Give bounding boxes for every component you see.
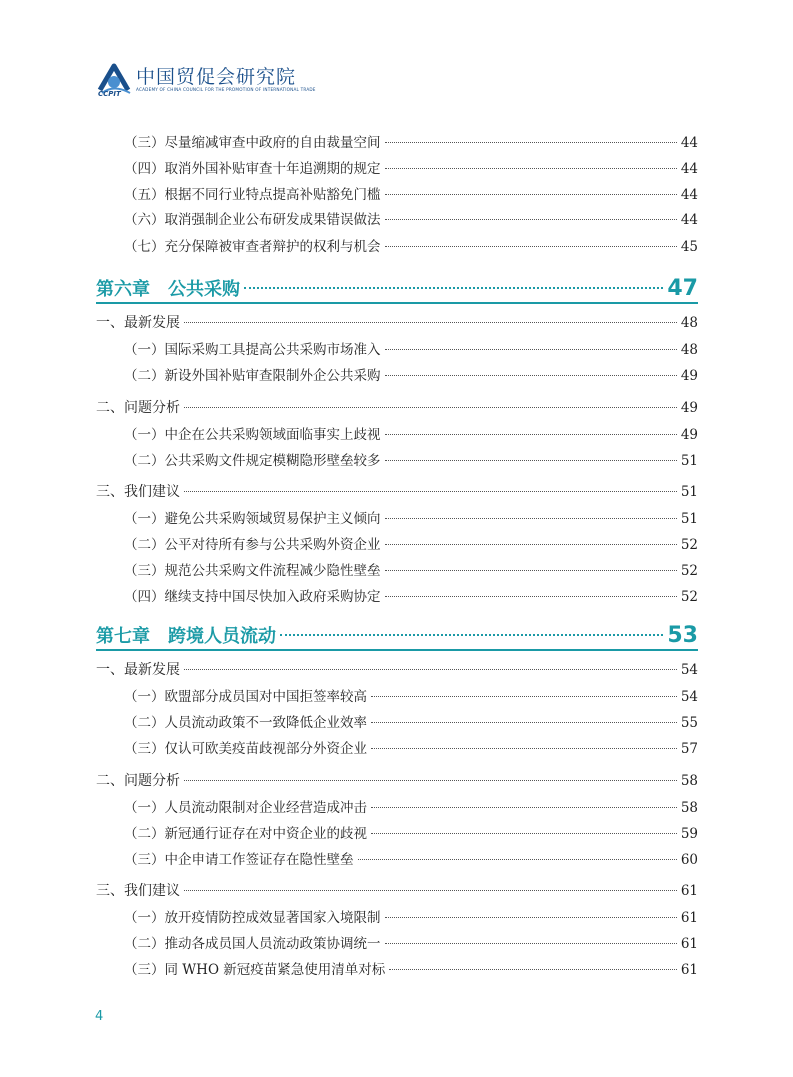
toc-page-number: 47 xyxy=(667,276,698,301)
toc-leader-dots xyxy=(385,246,677,247)
toc-page-number: 58 xyxy=(680,773,698,789)
toc-subsection-entry[interactable] xyxy=(96,906,698,926)
toc-entry-label: （二）新冠通行证存在对中资企业的歧视 xyxy=(124,826,367,842)
toc-section-entry[interactable] xyxy=(96,659,698,679)
toc-page-number: 61 xyxy=(680,910,698,926)
toc-page-number: 52 xyxy=(680,537,698,553)
toc-page-number: 45 xyxy=(680,239,698,255)
toc-entry-label: （三）规范公共采购文件流程减少隐性壁垒 xyxy=(124,563,381,579)
toc-leader-dots xyxy=(280,634,663,636)
toc-page-number: 49 xyxy=(680,400,698,416)
toc-subsection-entry[interactable] xyxy=(96,559,698,579)
toc-page-number: 44 xyxy=(680,161,698,177)
toc-subsection-entry[interactable] xyxy=(96,796,698,816)
toc-leader-dots xyxy=(184,669,677,670)
toc-entry-label: （二）公平对待所有参与公共采购外资企业 xyxy=(124,537,381,553)
toc-page-number: 49 xyxy=(680,427,698,443)
toc-section-entry[interactable] xyxy=(96,397,698,417)
toc-entry-label: （三）同 WHO 新冠疫苗紧急使用清单对标 xyxy=(124,962,386,978)
toc-leader-dots xyxy=(371,748,677,749)
toc-subsection-entry[interactable] xyxy=(96,822,698,842)
toc-leader-dots xyxy=(371,833,677,834)
page-header xyxy=(96,60,336,100)
toc-leader-dots xyxy=(385,544,677,545)
toc-entry-label: 一、最新发展 xyxy=(96,662,180,678)
toc-subsection-entry[interactable] xyxy=(96,449,698,469)
toc-subsection-entry[interactable] xyxy=(96,131,698,151)
toc-leader-dots xyxy=(184,322,677,323)
toc-entry-label: （二）新设外国补贴审查限制外企公共采购 xyxy=(124,368,381,384)
toc-leader-dots xyxy=(389,969,677,970)
toc-page-number: 57 xyxy=(680,741,698,757)
toc-subsection-entry[interactable] xyxy=(96,533,698,553)
toc-page-number: 61 xyxy=(680,936,698,952)
toc-leader-dots xyxy=(385,570,677,571)
toc-subsection-entry[interactable] xyxy=(96,208,698,228)
toc-subsection-entry[interactable] xyxy=(96,423,698,443)
toc-subsection-entry[interactable] xyxy=(96,711,698,731)
toc-page-number: 49 xyxy=(680,368,698,384)
toc-subsection-entry[interactable] xyxy=(96,507,698,527)
toc-leader-dots xyxy=(184,780,677,781)
toc-entry-label: （六）取消强制企业公布研发成果错误做法 xyxy=(124,212,381,228)
toc-section-entry[interactable] xyxy=(96,481,698,501)
page-number: 4 xyxy=(95,1009,104,1024)
toc-subsection-entry[interactable] xyxy=(96,338,698,358)
toc-subsection-entry[interactable] xyxy=(96,183,698,203)
chapter-divider-line xyxy=(96,302,698,304)
toc-entry-label: （一）国际采购工具提高公共采购市场准入 xyxy=(124,342,381,358)
toc-subsection-entry[interactable] xyxy=(96,685,698,705)
toc-section-entry[interactable] xyxy=(96,770,698,790)
toc-entry-label: （三）中企申请工作签证存在隐性壁垒 xyxy=(124,852,354,868)
toc-leader-dots xyxy=(184,407,677,408)
toc-leader-dots xyxy=(244,287,663,289)
toc-entry-label: （一）放开疫情防控成效显著国家入境限制 xyxy=(124,910,381,926)
toc-leader-dots xyxy=(184,890,677,891)
toc-subsection-entry[interactable] xyxy=(96,848,698,868)
toc-leader-dots xyxy=(385,168,677,169)
toc-page-number: 54 xyxy=(680,689,698,705)
toc-entry-label: 一、最新发展 xyxy=(96,315,180,331)
toc-entry-label: （二）公共采购文件规定模糊隐形壁垒较多 xyxy=(124,453,381,469)
toc-leader-dots xyxy=(385,194,677,195)
toc-page-number: 59 xyxy=(680,826,698,842)
toc-page-number: 44 xyxy=(680,135,698,151)
toc-entry-label: 三、我们建议 xyxy=(96,883,180,899)
toc-page-number: 51 xyxy=(680,511,698,527)
toc-subsection-entry[interactable] xyxy=(96,932,698,952)
organization-subtitle: ACADEMY OF CHINA COUNCIL FOR THE PROMOTION OF INTERNATIONAL TRADE xyxy=(136,87,316,92)
toc-leader-dots xyxy=(371,722,677,723)
toc-leader-dots xyxy=(385,219,677,220)
toc-page-number: 58 xyxy=(680,800,698,816)
toc-page-number: 61 xyxy=(680,962,698,978)
toc-subsection-entry[interactable] xyxy=(96,235,698,255)
toc-page-number: 53 xyxy=(667,623,698,648)
toc-page-number: 51 xyxy=(680,453,698,469)
toc-page-number: 48 xyxy=(680,315,698,331)
toc-leader-dots xyxy=(385,596,677,597)
toc-entry-label: 第七章 跨境人员流动 xyxy=(96,626,276,647)
toc-subsection-entry[interactable] xyxy=(96,157,698,177)
toc-chapter-entry[interactable] xyxy=(96,622,698,648)
toc-entry-label: （一）中企在公共采购领域面临事实上歧视 xyxy=(124,427,381,443)
toc-leader-dots xyxy=(385,349,677,350)
toc-leader-dots xyxy=(385,518,677,519)
toc-subsection-entry[interactable] xyxy=(96,737,698,757)
toc-page-number: 51 xyxy=(680,484,698,500)
toc-page-number: 44 xyxy=(680,212,698,228)
toc-entry-label: （四）取消外国补贴审查十年追溯期的规定 xyxy=(124,161,381,177)
toc-page-number: 55 xyxy=(680,715,698,731)
toc-entry-label: （五）根据不同行业特点提高补贴豁免门槛 xyxy=(124,187,381,203)
toc-page-number: 60 xyxy=(680,852,698,868)
toc-subsection-entry[interactable] xyxy=(96,585,698,605)
toc-entry-label: （三）仅认可欧美疫苗歧视部分外资企业 xyxy=(124,741,367,757)
toc-page-number: 54 xyxy=(680,662,698,678)
toc-leader-dots xyxy=(184,491,677,492)
toc-entry-label: 二、问题分析 xyxy=(96,773,180,789)
toc-entry-label: （一）人员流动限制对企业经营造成冲击 xyxy=(124,800,367,816)
toc-entry-label: （一）欧盟部分成员国对中国拒签率较高 xyxy=(124,689,367,705)
toc-entry-label: （四）继续支持中国尽快加入政府采购协定 xyxy=(124,589,381,605)
toc-entry-label: 第六章 公共采购 xyxy=(96,279,240,300)
toc-entry-label: 三、我们建议 xyxy=(96,484,180,500)
toc-entry-label: （一）避免公共采购领域贸易保护主义倾向 xyxy=(124,511,381,527)
toc-page-number: 52 xyxy=(680,563,698,579)
toc-page-number: 61 xyxy=(680,883,698,899)
toc-page-number: 52 xyxy=(680,589,698,605)
toc-leader-dots xyxy=(385,943,677,944)
toc-leader-dots xyxy=(385,142,677,143)
toc-entry-label: （七）充分保障被审查者辩护的权利与机会 xyxy=(124,239,381,255)
toc-subsection-entry[interactable] xyxy=(96,958,698,978)
toc-page-number: 48 xyxy=(680,342,698,358)
toc-entry-label: （二）推动各成员国人员流动政策协调统一 xyxy=(124,936,381,952)
chapter-divider-line xyxy=(96,649,698,651)
toc-entry-label: 二、问题分析 xyxy=(96,400,180,416)
toc-entry-label: （三）尽量缩减审查中政府的自由裁量空间 xyxy=(124,135,381,151)
toc-section-entry[interactable] xyxy=(96,312,698,332)
toc-leader-dots xyxy=(385,460,677,461)
logo-abbreviation: CCPIT xyxy=(98,90,121,98)
toc-leader-dots xyxy=(371,696,677,697)
toc-leader-dots xyxy=(358,859,677,860)
toc-subsection-entry[interactable] xyxy=(96,364,698,384)
toc-section-entry[interactable] xyxy=(96,880,698,900)
toc-chapter-entry[interactable] xyxy=(96,275,698,301)
organization-name: 中国贸促会研究院 xyxy=(136,66,297,88)
toc-leader-dots xyxy=(385,917,677,918)
toc-leader-dots xyxy=(385,434,677,435)
toc-leader-dots xyxy=(385,375,677,376)
toc-page-number: 44 xyxy=(680,187,698,203)
toc-leader-dots xyxy=(371,807,677,808)
toc-entry-label: （二）人员流动政策不一致降低企业效率 xyxy=(124,715,367,731)
